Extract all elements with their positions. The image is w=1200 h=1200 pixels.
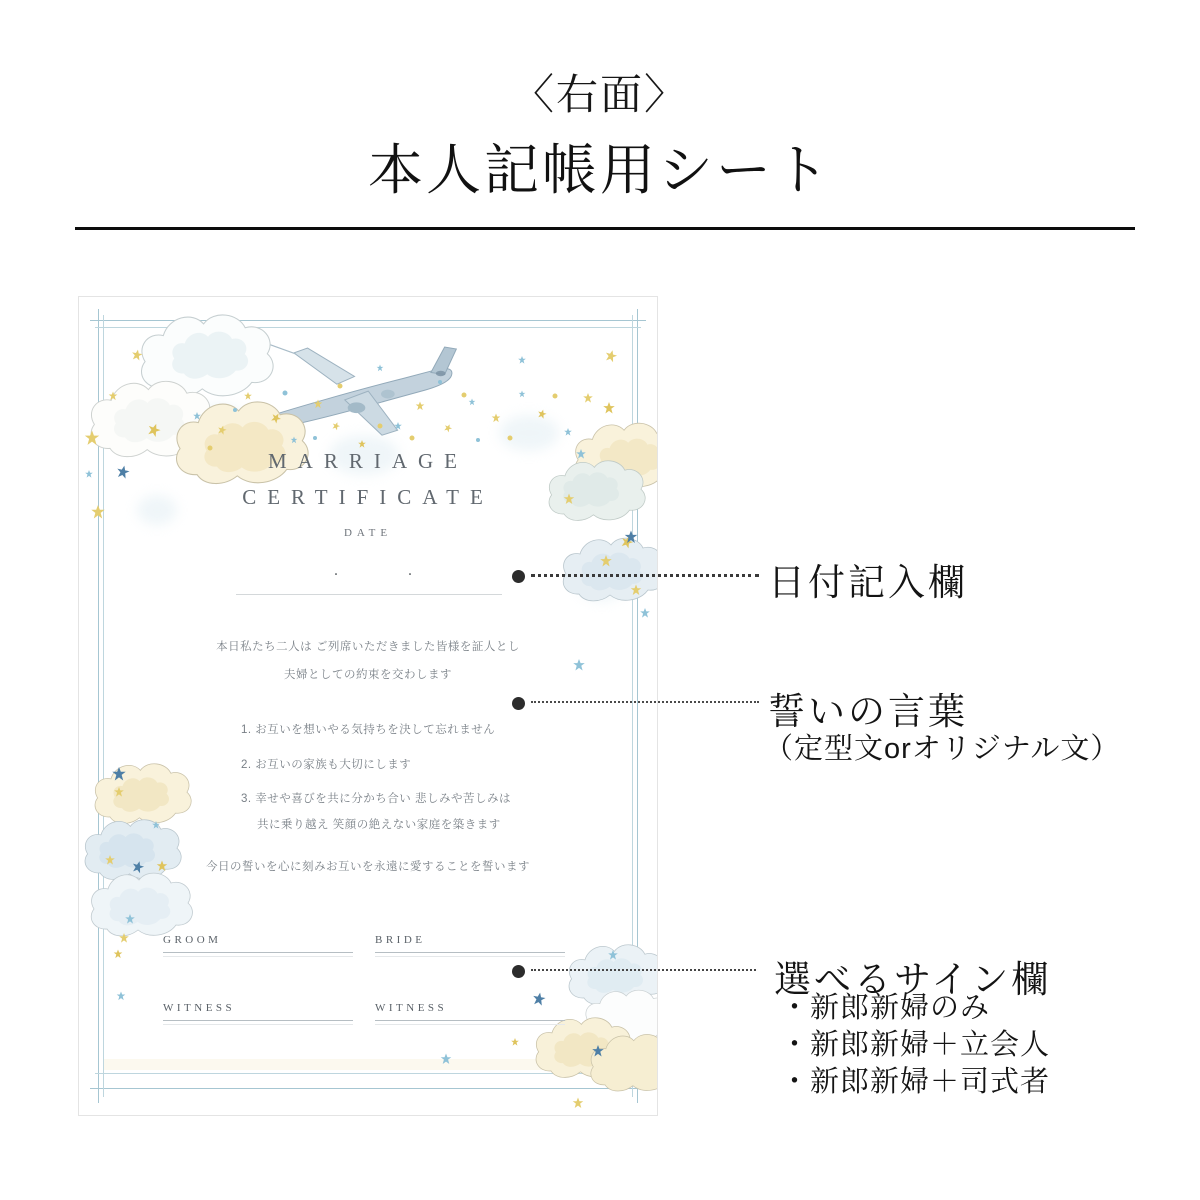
cloud-cluster-right [549, 397, 658, 632]
callout-bullet-date [512, 570, 525, 583]
sign-option-3: ・新郎新婦＋司式者 [780, 1066, 1051, 1098]
vow-closing-line: 今日の誓いを心に刻みお互いを永遠に愛することを誓います [206, 861, 530, 873]
header-side-label: 〈右面〉 [511, 71, 688, 118]
marriage-title-line1: MARRIAGE [267, 449, 468, 473]
star-icon [492, 414, 501, 423]
groom-signature-line [163, 952, 353, 953]
date-dot: ・ [405, 570, 415, 581]
bride-label: BRIDE [375, 934, 426, 946]
callout-bullet-sign [512, 965, 525, 978]
callout-leader-vow [531, 701, 759, 703]
star-icon [518, 356, 526, 364]
marriage-title-line2: CERTIFICATE [242, 485, 494, 509]
vow-intro-line2: 夫婦としての約束を交わします [284, 669, 452, 681]
header-divider [75, 227, 1135, 230]
groom-signature-line-shadow [163, 956, 353, 957]
annotation-sign-fields: 選べるサイン欄 [774, 959, 1052, 1000]
groom-label: GROOM [163, 934, 222, 946]
date-label: DATE [343, 527, 393, 539]
vow-item-2: 2. お互いの家族も大切にします [241, 759, 412, 771]
sign-option-1: ・新郎新婦のみ [780, 992, 991, 1024]
date-separator-dots [331, 566, 415, 581]
annotation-vow-words-sub: （定型文orオリジナル文） [764, 733, 1121, 765]
annotation-sign-options [780, 990, 1050, 1101]
star-icon [511, 1038, 519, 1046]
star-icon [519, 391, 526, 398]
signature-field-witness-left [163, 1002, 353, 1025]
bride-signature-line-shadow [375, 956, 565, 957]
star-icon [117, 992, 126, 1001]
annotation-date-field: 日付記入欄 [768, 562, 968, 603]
vow-item-1: 1. お互いを想いやる気持ちを決して忘れません [241, 724, 496, 736]
page-title: 本人記帳用シート [367, 139, 832, 201]
vow-intro-line1: 本日私たち二人は ご列席いただきました皆様を証人とし [216, 641, 520, 653]
certificate-sheet [78, 296, 658, 1116]
vow-item-3: 3. 幸せや喜びを共に分かち合い 悲しみや苦しみは [241, 793, 511, 805]
star-icon [604, 349, 618, 363]
signature-field-witness-right [375, 1002, 565, 1025]
witness-label: WITNESS [163, 1002, 236, 1014]
callout-leader-sign [531, 969, 756, 971]
confetti-dot [476, 438, 480, 442]
signature-field-groom [163, 934, 353, 957]
witness-signature-line [375, 1020, 565, 1021]
witness-signature-line [163, 1020, 353, 1021]
bride-signature-line [375, 952, 565, 953]
witness-signature-line-shadow [163, 1024, 353, 1025]
cloud-cluster-bottom-right [527, 937, 658, 1115]
callout-bullet-vow [512, 697, 525, 710]
sign-option-2: ・新郎新婦＋立会人 [780, 1029, 1051, 1061]
cloud-cluster-top-left [81, 299, 381, 509]
date-dot: ・ [331, 570, 341, 581]
annotation-vow-words: 誓いの言葉 [768, 691, 968, 732]
callout-leader-date [531, 574, 759, 577]
witness-label: WITNESS [375, 1002, 448, 1014]
vow-item-3-continuation: 共に乗り越え 笑顔の絶えない家庭を築きます [257, 819, 501, 831]
date-entry-line [236, 594, 502, 595]
witness-signature-line-shadow [375, 1024, 565, 1025]
signature-field-bride [375, 934, 565, 957]
